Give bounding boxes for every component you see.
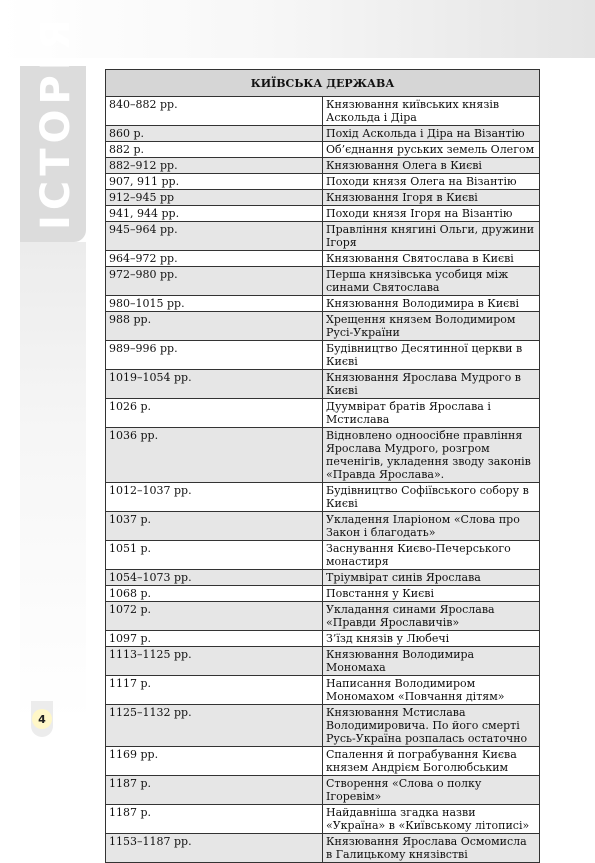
table-row xyxy=(106,341,540,370)
row-event: Князювання Ярослава Осмомисла в Галицькому князівстві xyxy=(323,834,540,863)
row-date: 989–996 рр. xyxy=(106,341,323,370)
row-date: 1019–1054 рр. xyxy=(106,370,323,399)
row-date: 1169 рр. xyxy=(106,747,323,776)
row-event: Походи князя Ігоря на Візантію xyxy=(323,206,540,222)
row-date: 1012–1037 рр. xyxy=(106,483,323,512)
row-date: 860 р. xyxy=(106,126,323,142)
row-event: Будівництво Десятинної церкви в Києві xyxy=(323,341,540,370)
row-event: Найдавніша згадка назви «Україна» в «Київському літописі» xyxy=(323,805,540,834)
table-row xyxy=(106,370,540,399)
row-event: Заснування Києво-Печерського монастиря xyxy=(323,541,540,570)
row-event: Відновлено одноосібне правління Ярослава Мудрого, розгром печенігів, укладення зводу законів «Правда Ярослава». xyxy=(323,428,540,483)
table-row xyxy=(106,428,540,483)
chronology-table xyxy=(105,69,540,863)
row-date: 1054–1073 рр. xyxy=(106,570,323,586)
row-date: 980–1015 рр. xyxy=(106,296,323,312)
row-event: Хрещення князем Володимиром Русі-України xyxy=(323,312,540,341)
row-event: Походи князя Олега на Візантію xyxy=(323,174,540,190)
table-row xyxy=(106,647,540,676)
row-event: Повстання у Києві xyxy=(323,586,540,602)
row-date: 945–964 рр. xyxy=(106,222,323,251)
top-header-band xyxy=(0,0,595,58)
row-date: 840–882 рр. xyxy=(106,97,323,126)
section-title: ІСТОРІЯ xyxy=(33,14,79,230)
row-date: 1068 р. xyxy=(106,586,323,602)
row-date: 907, 911 рр. xyxy=(106,174,323,190)
row-event: Спалення й пограбування Києва князем Андрієм Боголюбським xyxy=(323,747,540,776)
table-row xyxy=(106,126,540,142)
row-event: Князювання Мстислава Володимировича. По його смерті Русь-Україна розпалась остаточно xyxy=(323,705,540,747)
row-date: 972–980 рр. xyxy=(106,267,323,296)
row-date: 1036 рр. xyxy=(106,428,323,483)
row-date: 988 рр. xyxy=(106,312,323,341)
row-date: 882 р. xyxy=(106,142,323,158)
row-event: Князювання Ярослава Мудрого в Києві xyxy=(323,370,540,399)
table-row xyxy=(106,174,540,190)
row-date: 1037 р. xyxy=(106,512,323,541)
row-event: З’їзд князів у Любечі xyxy=(323,631,540,647)
row-event: Похід Аскольда і Діра на Візантію xyxy=(323,126,540,142)
table-title: КИЇВСЬКА ДЕРЖАВА xyxy=(106,70,540,97)
table-row xyxy=(106,206,540,222)
table-row xyxy=(106,158,540,174)
page-number: 4 xyxy=(32,709,52,729)
row-event: Перша князівська усобиця між синами Святослава xyxy=(323,267,540,296)
row-date: 1072 р. xyxy=(106,602,323,631)
table-body xyxy=(106,97,540,863)
table-row xyxy=(106,776,540,805)
table-row xyxy=(106,676,540,705)
row-event: Написання Володимиром Мономахом «Повчання дітям» xyxy=(323,676,540,705)
row-event: Створення «Слова о полку Ігоревім» xyxy=(323,776,540,805)
table-row xyxy=(106,631,540,647)
row-date: 964–972 рр. xyxy=(106,251,323,267)
page-number-tab xyxy=(31,701,53,737)
row-event: Тріумвірат синів Ярослава xyxy=(323,570,540,586)
table-row xyxy=(106,251,540,267)
row-event: Будівництво Софіївського собору в Києві xyxy=(323,483,540,512)
row-date: 882–912 рр. xyxy=(106,158,323,174)
table-row xyxy=(106,142,540,158)
row-event: Князювання Володимира в Києві xyxy=(323,296,540,312)
row-date: 912–945 рр xyxy=(106,190,323,206)
row-event: Князювання Святослава в Києві xyxy=(323,251,540,267)
row-event: Укладання синами Ярослава «Правди Ярославичів» xyxy=(323,602,540,631)
side-gradient-strip xyxy=(20,242,86,722)
table-row xyxy=(106,267,540,296)
table-row xyxy=(106,399,540,428)
table-row xyxy=(106,747,540,776)
row-date: 1051 р. xyxy=(106,541,323,570)
row-event: Об’єднання руських земель Олегом xyxy=(323,142,540,158)
row-date: 1026 р. xyxy=(106,399,323,428)
table-row xyxy=(106,296,540,312)
row-event: Правління княгині Ольги, дружини Ігоря xyxy=(323,222,540,251)
row-date: 1113–1125 рр. xyxy=(106,647,323,676)
table-row xyxy=(106,312,540,341)
table-row xyxy=(106,512,540,541)
row-date: 1153–1187 рр. xyxy=(106,834,323,863)
row-date: 1125–1132 рр. xyxy=(106,705,323,747)
table-row xyxy=(106,97,540,126)
row-date: 1117 р. xyxy=(106,676,323,705)
table-row xyxy=(106,805,540,834)
row-date: 1187 р. xyxy=(106,776,323,805)
row-event: Дуумвірат братів Ярослава і Мстислава xyxy=(323,399,540,428)
table-row xyxy=(106,483,540,512)
table-row xyxy=(106,190,540,206)
table-row xyxy=(106,586,540,602)
row-event: Князювання Олега в Києві xyxy=(323,158,540,174)
row-event: Князювання Ігоря в Києві xyxy=(323,190,540,206)
row-date: 941, 944 рр. xyxy=(106,206,323,222)
row-date: 1097 р. xyxy=(106,631,323,647)
table-row xyxy=(106,705,540,747)
row-event: Князювання Володимира Мономаха xyxy=(323,647,540,676)
table-row xyxy=(106,222,540,251)
row-date: 1187 р. xyxy=(106,805,323,834)
table-row xyxy=(106,570,540,586)
table-row xyxy=(106,602,540,631)
row-event: Укладення Іларіоном «Слова про Закон і благодать» xyxy=(323,512,540,541)
row-event: Князювання київських князів Аскольда і Діра xyxy=(323,97,540,126)
table-row xyxy=(106,541,540,570)
table-row xyxy=(106,834,540,863)
